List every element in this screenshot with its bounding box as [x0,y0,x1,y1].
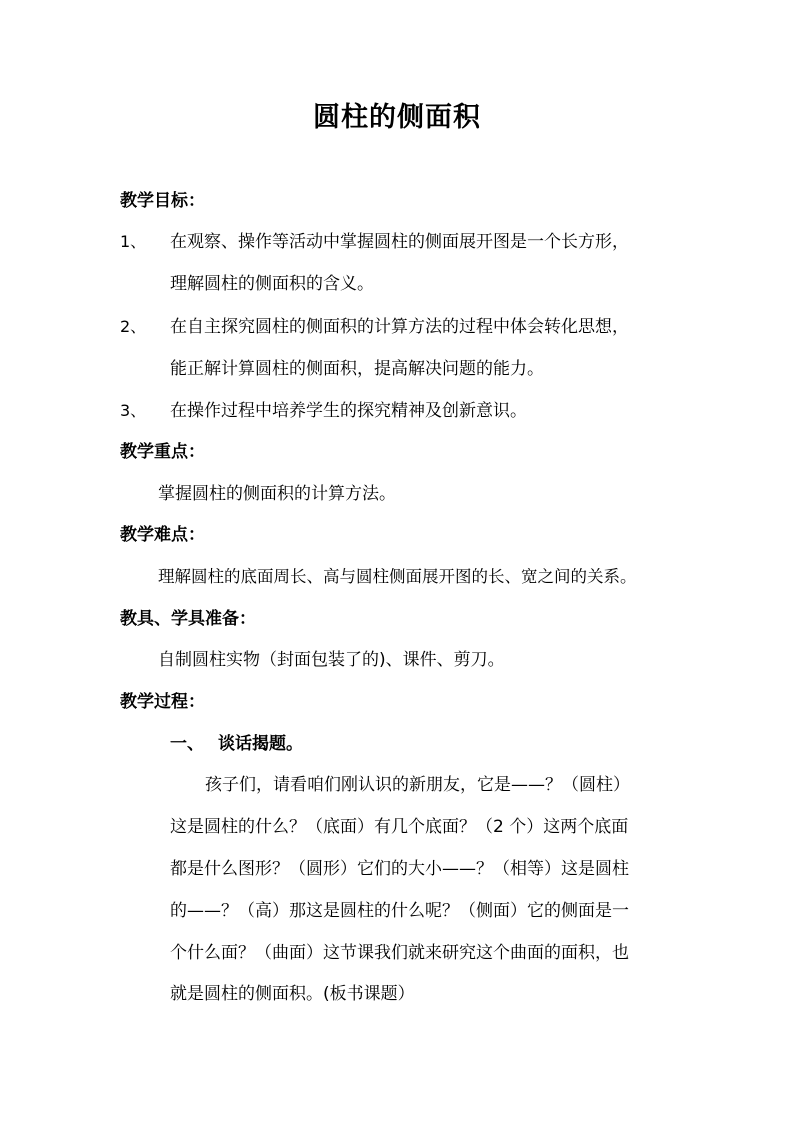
objective-text: 在操作过程中培养学生的探究精神及创新意识。 [170,401,527,421]
paragraph-line: 这是圆柱的什么？（底面）有几个底面？（2 个）这两个底面 [170,817,629,837]
difficulty-text: 理解圆柱的底面周长、高与圆柱侧面展开图的长、宽之间的关系。 [158,567,637,586]
materials-text: 自制圆柱实物（封面包装了的)、课件、剪刀。 [158,650,505,670]
materials-heading: 教具、学具准备： [120,609,256,629]
objectives-heading: 教学目标： [120,191,205,211]
paragraph-line: 孩子们，请看咱们刚认识的新朋友，它是——？（圆柱） [205,775,630,795]
section-title: 谈话揭题。 [218,734,303,754]
objective-text: 在观察、操作等活动中掌握圆柱的侧面展开图是一个长方形， [170,232,629,252]
key-point-heading: 教学重点： [120,442,205,462]
objective-number: 3、 [120,401,147,420]
difficulty-heading: 教学难点： [120,525,205,545]
objective-number: 2、 [120,317,147,336]
objective-text: 理解圆柱的侧面积的含义。 [170,274,374,294]
paragraph-line: 就是圆柱的侧面积。(板书课题） [170,984,415,1004]
paragraph-line: 的——？（高）那这是圆柱的什么呢？（侧面）它的侧面是一 [170,901,629,921]
document-title: 圆柱的侧面积 [313,102,481,133]
section-number: 一、 [170,734,204,754]
objective-number: 1、 [120,232,147,251]
objective-text: 在自主探究圆柱的侧面积的计算方法的过程中体会转化思想， [170,317,629,337]
paragraph-line: 都是什么图形？（圆形）它们的大小——？（相等）这是圆柱 [170,859,629,879]
process-heading: 教学过程： [120,692,205,712]
key-point-text: 掌握圆柱的侧面积的计算方法。 [158,484,396,504]
paragraph-line: 个什么面？（曲面）这节课我们就来研究这个曲面的面积，也 [170,943,629,963]
objective-text: 能正解计算圆柱的侧面积，提高解决问题的能力。 [170,359,544,379]
